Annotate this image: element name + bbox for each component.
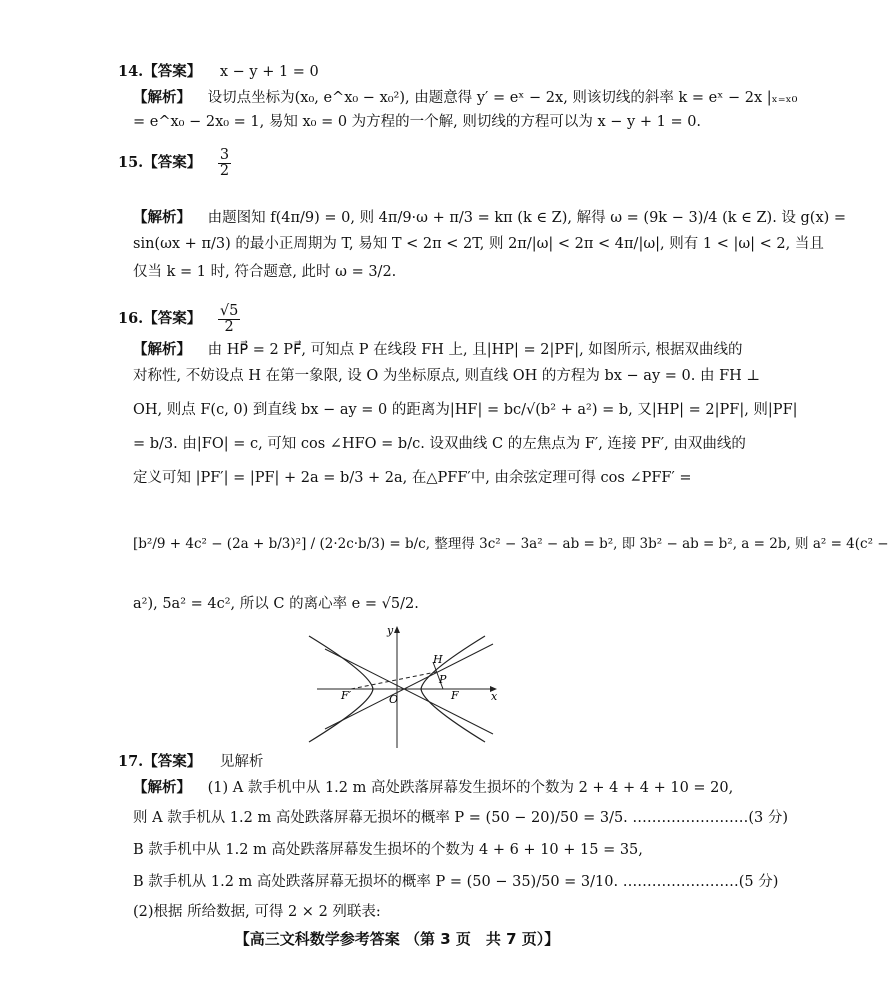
q17-analysis-line-3: B 款手机中从 1.2 m 高处跌落屏幕发生损坏的个数为 4 + 6 + 10 + 15 = 35, [133,842,643,858]
q16-answer-denominator: 2 [224,318,234,335]
q16-number: 16. [118,310,144,327]
q16-analysis-tag: 【解析】 [133,341,191,358]
q15-analysis-line-1 [133,208,846,228]
q16-analysis-line-3: OH, 则点 F(c, 0) 到直线 bx − ay = 0 的距离为|HF| = bc/√(b² + a²) = b, 又|HP| = 2|PF|, 则|PF| [133,402,798,418]
hyperbola-figure [315,622,515,752]
q14-analysis-tag: 【解析】 [133,89,191,106]
q15-answer-tag: 【答案】 [143,154,202,171]
label-x: x [491,690,498,703]
q14-analysis-line-2: = e^x₀ − 2x₀ = 1, 易知 x₀ = 0 为方程的一个解, 则切线的方程可以为 x − y + 1 = 0. [133,114,702,130]
q17-analysis-line-5: (2)根据 所给数据, 可得 2 × 2 列联表: [133,904,381,920]
q17-answer: 见解析 [219,754,264,770]
q15-analysis-tag: 【解析】 [133,209,191,226]
q16-answer-fraction [218,304,240,335]
q17-analysis-line-2: 则 A 款手机从 1.2 m 高处跌落屏幕无损坏的概率 P = (50 − 20)/50 = 3/5. ……………………(3 分) [133,810,789,826]
q16-analysis-line-5: 定义可知 |PF′| = |PF| + 2a = b/3 + 2a, 在△PFF′中, 由余弦定理可得 cos ∠PFF′ = [133,470,692,486]
q16-analysis-line-2: 对称性, 不妨设点 H 在第一象限, 设 O 为坐标原点, 则直线 OH 的方程为 bx − ay = 0. 由 FH ⊥ [133,368,761,384]
q15-analysis-text-1: 由题图知 f(4π/9) = 0, 则 4π/9·ω + π/3 = kπ (k ∈ Z), 解得 ω = (9k − 3)/4 (k ∈ Z). 设 g(x) = [207,210,847,226]
y-axis-arrow [394,626,400,633]
q14-analysis-line-1 [133,88,797,108]
q15-analysis-line-3: 仅当 k = 1 时, 符合题意, 此时 ω = 3/2. [133,264,397,280]
q17-answer-tag: 【答案】 [143,753,202,770]
label-p: P [439,673,447,686]
q16-answer-numerator: √5 [219,302,239,319]
q14-answer-tag: 【答案】 [143,63,202,80]
q15-number: 15. [118,154,144,171]
q16-analysis-line-7: a²), 5a² = 4c², 所以 C 的离心率 e = √5/2. [133,596,419,612]
q16-analysis-line-4: = b/3. 由|FO| = c, 可知 cos ∠HFO = b/c. 设双曲线 C 的左焦点为 F′, 连接 PF′, 由双曲线的 [133,436,746,452]
q17-analysis-tag: 【解析】 [133,779,191,796]
q17-analysis-line-4: B 款手机从 1.2 m 高处跌落屏幕无损坏的概率 P = (50 − 35)/50 = 3/10. ……………………(5 分) [133,874,779,890]
page-footer: 【高三文科数学参考答案 （第 3 页 共 7 页）】 [234,930,560,948]
q14-answer-line [118,62,319,82]
q16-answer-tag: 【答案】 [143,310,202,327]
q15-answer-numerator: 3 [219,146,230,163]
label-h: H [433,653,443,666]
q16-analysis-text-1: 由 HP⃗ = 2 PF⃗, 可知点 P 在线段 FH 上, 且|HP| = 2|PF|, 如图所示, 根据双曲线的 [207,342,743,358]
q14-answer: x − y + 1 = 0 [219,64,319,80]
q15-answer-denominator: 2 [219,162,230,179]
q17-answer-line [118,752,263,772]
asymptote-2 [325,644,493,729]
q15-answer-line [118,146,233,180]
label-y: y [387,624,394,637]
q16-analysis-line-1 [133,340,743,360]
q17-analysis-line-1 [133,778,733,798]
q17-analysis-text-1: (1) A 款手机中从 1.2 m 高处跌落屏幕发生损坏的个数为 2 + 4 + 4 + 10 = 20, [207,780,734,796]
q16-answer-line [118,302,242,336]
q14-analysis-text-1: 设切点坐标为(x₀, e^x₀ − x₀²), 由题意得 y′ = eˣ − 2x, 则该切线的斜率 k = eˣ − 2x |ₓ₌ₓ₀ [207,90,798,106]
q16-analysis-line-6: [b²/9 + 4c² − (2a + b/3)²] / (2·2c·b/3) = b/c, 整理得 3c² − 3a² − ab = b², 即 3b² − ab = b², a = 2b, 则 a² = 4(c² − [133,536,889,552]
q17-number: 17. [118,753,144,770]
label-o: O [389,693,399,706]
q15-answer-fraction [218,148,231,179]
q15-analysis-line-2: sin(ωx + π/3) 的最小正周期为 T, 易知 T < 2π < 2T, 则 2π/|ω| < 2π < 4π/|ω|, 则有 1 < |ω| < 2, 当且 [133,236,824,252]
label-f-prime: F′ [341,689,352,702]
label-f: F [451,689,459,702]
q14-number: 14. [118,63,144,80]
